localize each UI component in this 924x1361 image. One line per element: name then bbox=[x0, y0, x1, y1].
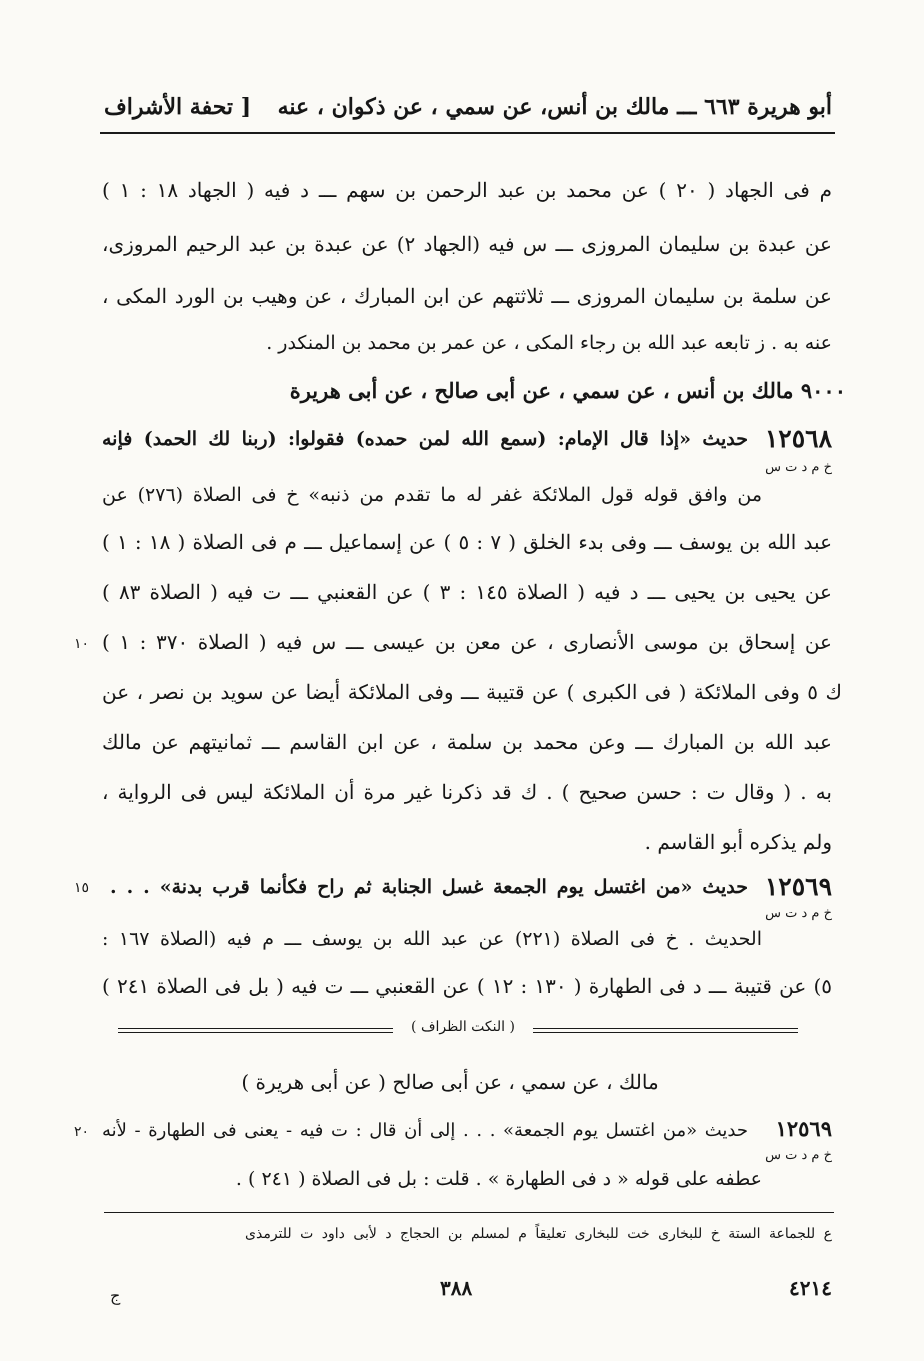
text-line: عبد الله بن يوسف ـــ وفى بدء الخلق ( ٧ : ٥ ) عن إسماعيل ـــ م فى الصلاة ( ١٨ : ١ ) bbox=[102, 530, 833, 554]
entry-number: ٤٢١٤ bbox=[789, 1276, 832, 1300]
text-line: عن سلمة بن سليمان المروزى ـــ ثلاثتهم عن ابن المبارك ، عن وهيب بن الورد المكى ، bbox=[102, 284, 832, 308]
divider-rule-left bbox=[118, 1028, 393, 1029]
running-header-left: [ تحفة الأشراف bbox=[104, 94, 252, 120]
text-line: حديث «من اغتسل يوم الجمعة» . . . إلى أن قال : ت فيه - يعنى فى الطهارة - لأنه bbox=[102, 1120, 749, 1141]
section-heading: ٩٠٠٠ مالك بن أنس ، عن سمي ، عن أبى صالح ، عن أبى هريرة bbox=[289, 378, 846, 403]
abbreviations: ع للجماعة الستة خ للبخارى خت للبخارى تعليقاً م لمسلم بن الحجاج د لأبى داود ت للترمذى bbox=[245, 1226, 832, 1242]
text-line: عن إسحاق بن موسى الأنصارى ، عن معن بن عيسى ـــ س فيه ( الصلاة ٣٧٠ : ١ ) bbox=[102, 630, 832, 654]
text-line: حديث «من اغتسل يوم الجمعة غسل الجنابة ثم راح فكأنما قرب بدنة» . . . bbox=[110, 876, 748, 898]
text-line: به . ( وقال ت : حسن صحيح ) . ك قد ذكرنا غير مرة أن الملائكة ليس فى الرواية ، bbox=[102, 780, 832, 804]
signature-mark: ج bbox=[110, 1286, 121, 1305]
hadith-number: ١٢٥٦٩ bbox=[764, 872, 832, 901]
page-number: ٣٨٨ bbox=[440, 1276, 473, 1300]
text-line: عطفه على قوله « د فى الطهارة » . قلت : بل فى الصلاة ( ٢٤١ ) . bbox=[235, 1168, 762, 1190]
hadith-number: ١٢٥٦٩ bbox=[775, 1116, 832, 1141]
hadith-number: ١٢٥٦٨ bbox=[764, 424, 832, 453]
divider-rule-left bbox=[118, 1032, 393, 1033]
text-line: ٥) عن قتيبة ـــ د فى الطهارة ( ١٣٠ : ١٢ ) عن القعنبي ـــ ت فيه ( بل فى الصلاة ٢٤١ ) bbox=[102, 974, 833, 998]
text-line: ك ٥ وفى الملائكة ( فى الكبرى ) عن قتيبة ـــ وفى الملائكة أيضا عن سويد بن نصر ، عن bbox=[102, 680, 842, 704]
text-line: حديث «إذا قال الإمام: (سمع الله لمن حمده) فقولوا: (ربنا لك الحمد) فإنه bbox=[102, 428, 748, 450]
running-header-right: أبو هريرة ٦٦٣ ـــ مالك بن أنس، عن سمي ، عن ذكوان ، عنه bbox=[277, 94, 832, 120]
source-codes: خ م د ت س bbox=[765, 906, 832, 921]
line-marker: ٢٠ bbox=[74, 1124, 90, 1140]
nukat-heading: مالك ، عن سمي ، عن أبى صالح ( عن أبى هريرة ) bbox=[241, 1070, 659, 1094]
text-line: عن يحيى بن يحيى ـــ د فيه ( الصلاة ١٤٥ : ٣ ) عن القعنبي ـــ ت فيه ( الصلاة ٨٣ ) bbox=[102, 580, 832, 604]
header-rule bbox=[100, 132, 835, 134]
text-line: الحديث . خ فى الصلاة (٢٢١) عن عبد الله بن يوسف ـــ م فيه (الصلاة ١٦٧ : bbox=[102, 928, 763, 950]
text-line: م فى الجهاد ( ٢٠ ) عن محمد بن عبد الرحمن بن سهم ـــ د فيه ( الجهاد ١٨ : ١ ) bbox=[102, 178, 833, 202]
divider-rule-right bbox=[533, 1028, 798, 1029]
text-line: عن عبدة بن سليمان المروزى ـــ س فيه (الجهاد ٢) عن عبدة بن عبد الرحيم المروزى، bbox=[102, 232, 832, 256]
line-marker: ١٠ bbox=[74, 636, 90, 652]
text-line: عبد الله بن المبارك ـــ وعن محمد بن سلمة ، عن ابن القاسم ـــ ثمانيتهم عن مالك bbox=[102, 730, 832, 754]
divider-label: ( النكت الظراف ) bbox=[411, 1019, 515, 1035]
text-line: ولم يذكره أبو القاسم . bbox=[644, 830, 832, 854]
divider-rule-right bbox=[533, 1032, 798, 1033]
source-codes: خ م د ت س bbox=[765, 1148, 832, 1163]
footnote-rule bbox=[104, 1212, 834, 1213]
line-marker: ١٥ bbox=[74, 880, 90, 896]
source-codes: خ م د ت س bbox=[765, 460, 832, 475]
text-line: عنه به . ز تابعه عبد الله بن رجاء المكى ، عن عمر بن محمد بن المنكدر . bbox=[266, 332, 832, 354]
text-line: من وافق قوله قول الملائكة غفر له ما تقدم من ذنبه» خ فى الصلاة (٢٧٦) عن bbox=[102, 484, 762, 506]
